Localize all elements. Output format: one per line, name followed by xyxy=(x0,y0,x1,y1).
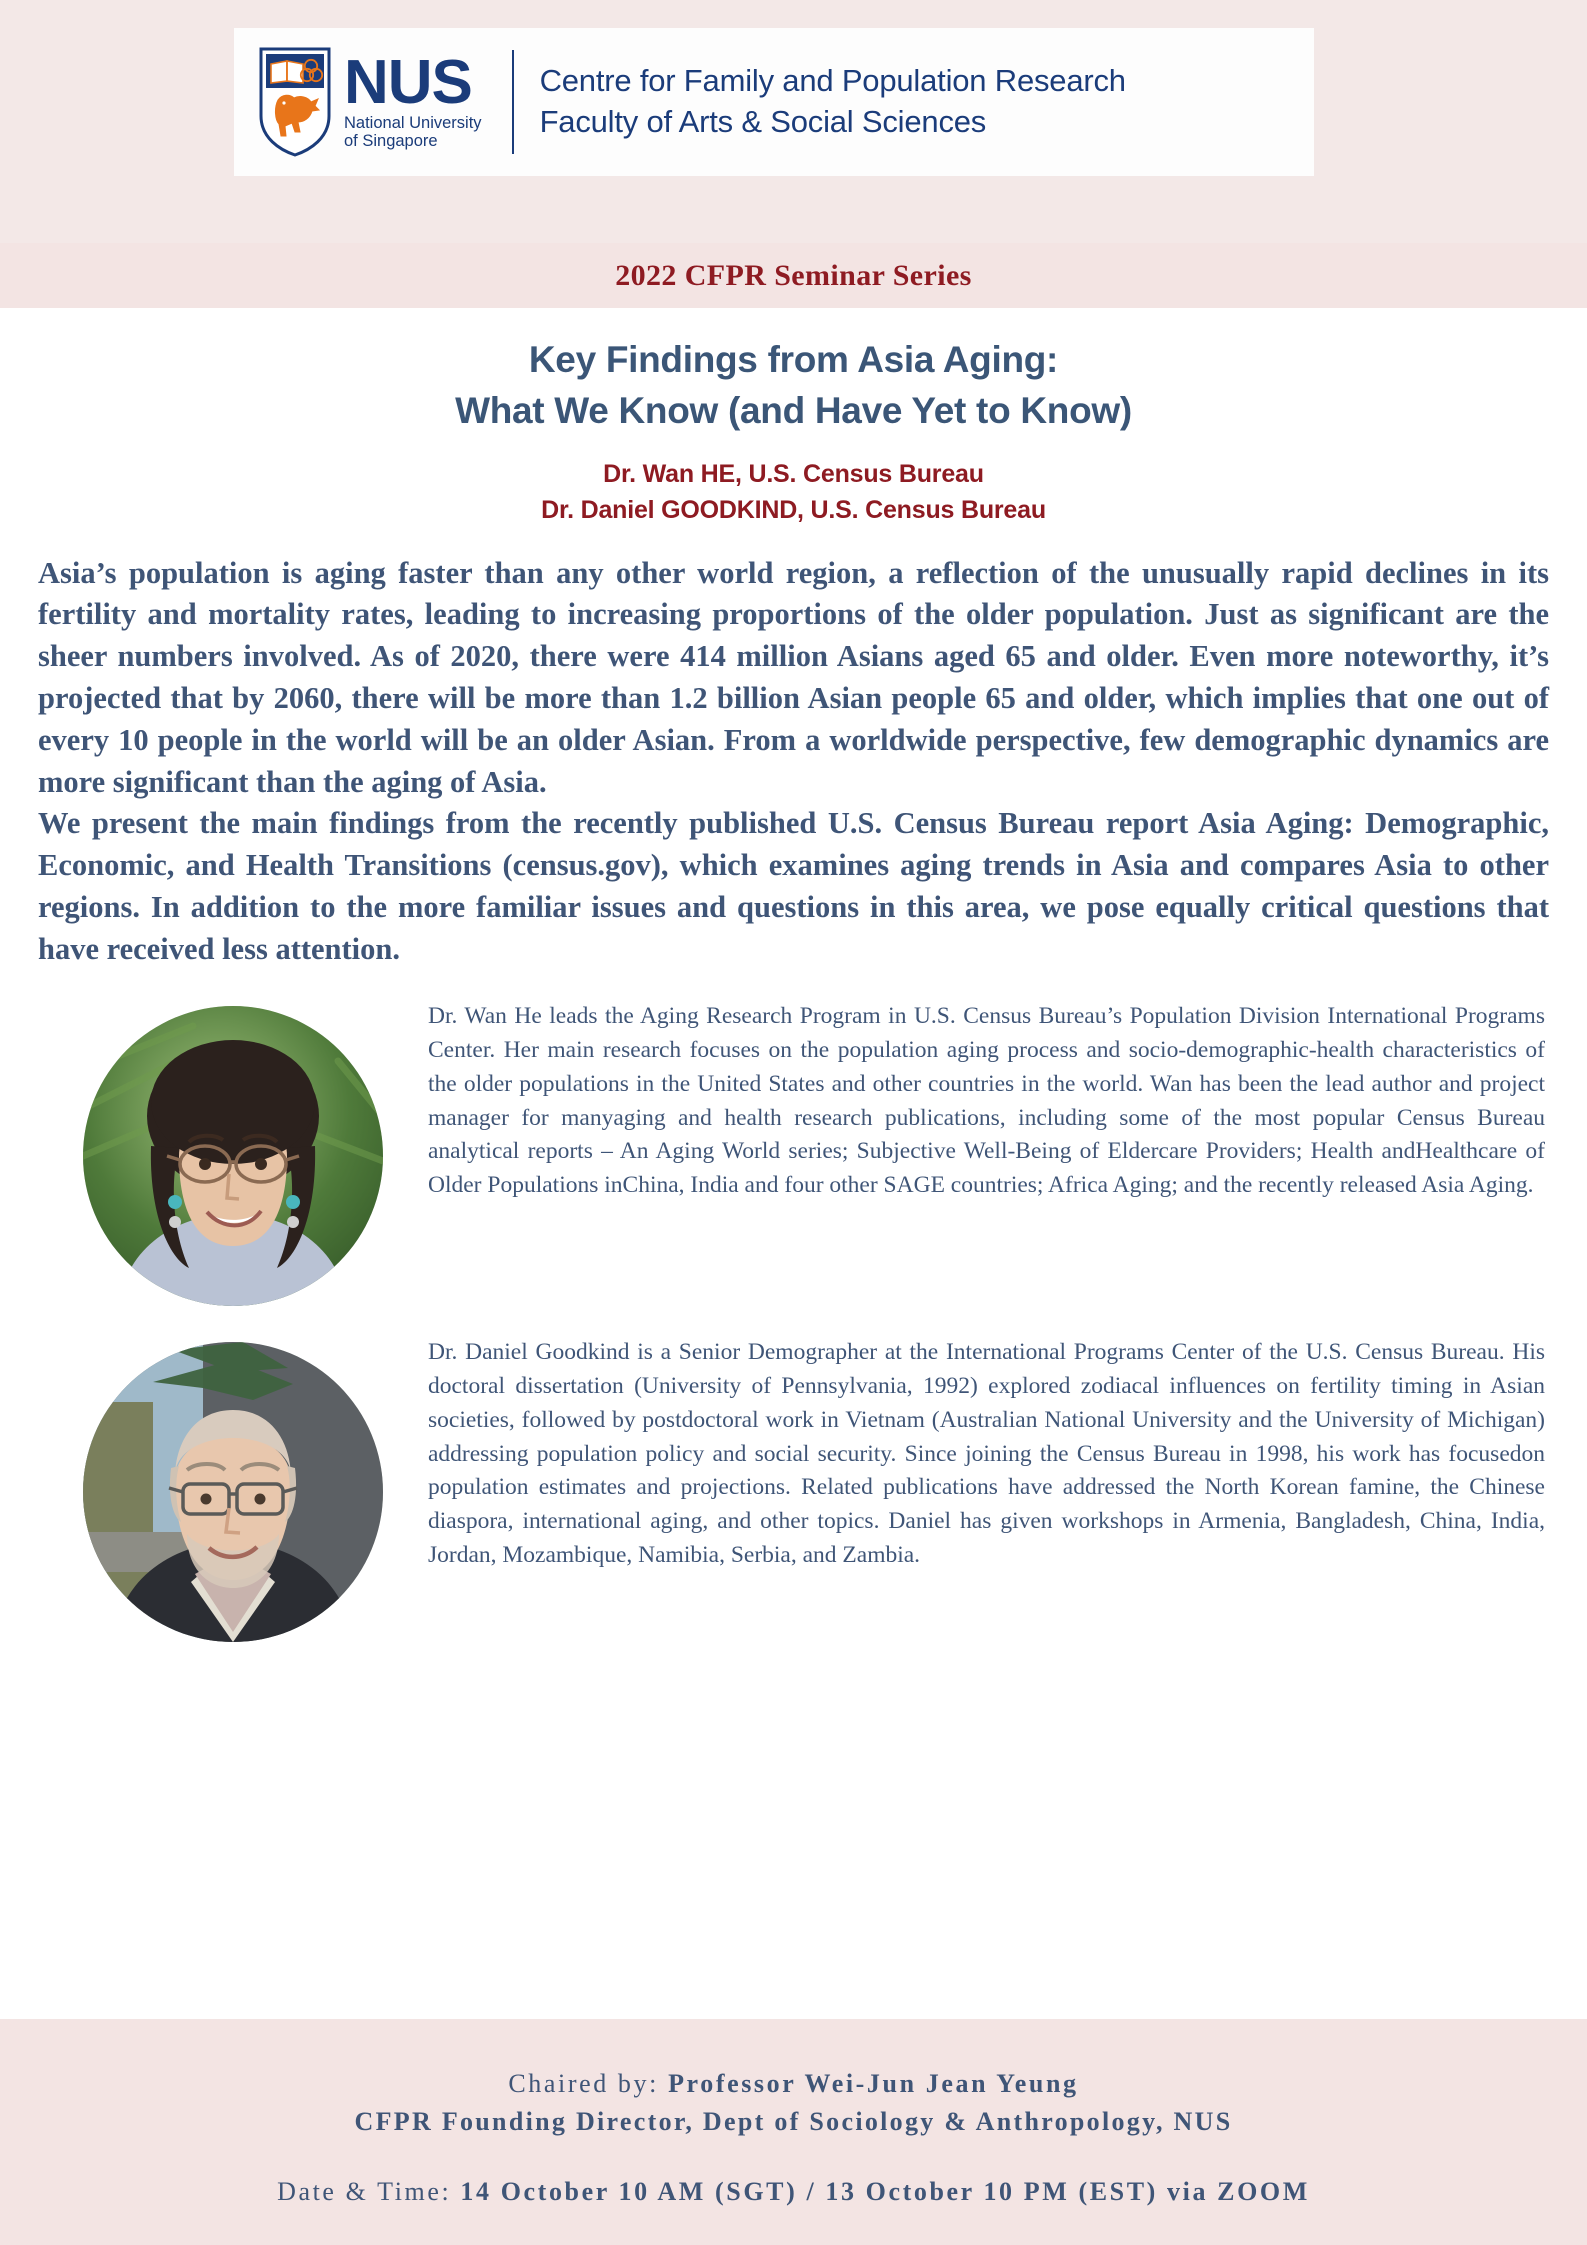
body-sheet xyxy=(0,308,1587,2019)
bio-photo-column xyxy=(38,1336,428,1642)
avatar xyxy=(83,1342,383,1642)
chair-name: Professor Wei-Jun Jean Yeung xyxy=(668,2069,1079,2098)
avatar xyxy=(83,1006,383,1306)
bio-row xyxy=(38,1000,1549,1306)
speaker-bios xyxy=(38,1000,1549,1642)
bio-text: Dr. Daniel Goodkind is a Senior Demographer at the International Programs Center of the U.S. Census Bureau. His doctoral dissertation (University of Pennsylvania, 1992) explored zodiacal influences on fertility timing in Asian societies, followed by postdoctoral work in Vietnam (Australian National University and the University of Michigan) addressing population policy and social security. Since joining the Census Bureau in 1998, his work has focusedon population estimates and projections. Related publications have addressed the North Korean famine, the Chinese diaspora, international aging, and other topics. Daniel has given workshops in Armenia, Bangladesh, China, India, Jordan, Mozambique, Namibia, Serbia, and Zambia. xyxy=(428,1339,1545,1568)
datetime-line xyxy=(0,2177,1587,2207)
logo-divider xyxy=(512,50,514,154)
speaker-1: Dr. Wan HE, U.S. Census Bureau xyxy=(603,460,984,489)
footer-band xyxy=(0,2019,1587,2245)
series-strip xyxy=(0,243,1587,308)
centre-line-2: Faculty of Arts & Social Sciences xyxy=(539,104,987,139)
chair-title: CFPR Founding Director, Dept of Sociology & Anthropology, NUS xyxy=(354,2107,1233,2136)
title-line-1: Key Findings from Asia Aging: xyxy=(528,339,1059,380)
centre-name xyxy=(540,61,1126,143)
abstract xyxy=(38,553,1549,971)
header-band xyxy=(0,0,1587,243)
speaker-list xyxy=(0,456,1587,529)
speaker-2: Dr. Daniel GOODKIND, U.S. Census Bureau xyxy=(541,496,1046,525)
series-label: 2022 CFPR Seminar Series xyxy=(615,258,972,292)
title-line-2: What We Know (and Have Yet to Know) xyxy=(455,390,1132,432)
nus-lockup xyxy=(258,46,1126,158)
datetime-label: Date & Time: xyxy=(277,2177,461,2206)
nus-abbrev: NUS xyxy=(344,47,472,117)
datetime-value: 14 October 10 AM (SGT) / 13 October 10 PM (EST) via ZOOM xyxy=(460,2177,1310,2206)
chair-line xyxy=(0,2069,1587,2099)
nus-name-line1: National University xyxy=(344,113,482,132)
nus-name-line2: of Singapore xyxy=(344,132,438,151)
nus-wordmark xyxy=(344,47,482,151)
nus-shield-icon xyxy=(258,46,332,158)
chair-label: Chaired by: xyxy=(508,2069,669,2098)
bio-row xyxy=(38,1336,1549,1642)
talk-title xyxy=(0,308,1587,436)
centre-line-1: Centre for Family and Population Research xyxy=(539,63,1126,99)
abstract-paragraph-1: Asia’s population is aging faster than any other world region, a reflection of the unusually rapid declines in its fertility and mortality rates, leading to increasing proportions of the older population. Just as significant are the sheer numbers involved. As of 2020, there were 414 million Asians aged 65 and older. Even more noteworthy, it’s projected that by 2060, there will be more than 1.2 billion Asian people 65 and older, which implies that one out of every 10 people in the world will be an older Asian. From a worldwide perspective, few demographic dynamics are more significant than the aging of Asia. xyxy=(38,555,1549,799)
abstract-paragraph-2: We present the main findings from the recently published U.S. Census Bureau report Asia Aging: Demographic, Economic, and Health Transitions (census.gov), which examines aging trends in Asia and compares Asia to other regions. In addition to the more familiar issues and questions in this area, we pose equally critical questions that have received less attention. xyxy=(38,806,1549,966)
bio-text: Dr. Wan He leads the Aging Research Program in U.S. Census Bureau’s Population Division International Programs Center. Her main research focuses on the population aging process and socio-demographic-health characteristics of the older populations in the United States and other countries in the world. Wan has been the lead author and project manager for manyaging and health research publications, including some of the most popular Census Bureau analytical reports – An Aging World series; Subjective Well-Being of Eldercare Providers; Health andHealthcare of Older Populations inChina, India and four other SAGE countries; Africa Aging; and the recently released Asia Aging. xyxy=(428,1003,1545,1198)
bio-photo-column xyxy=(38,1000,428,1306)
nus-logo-card xyxy=(234,28,1314,176)
